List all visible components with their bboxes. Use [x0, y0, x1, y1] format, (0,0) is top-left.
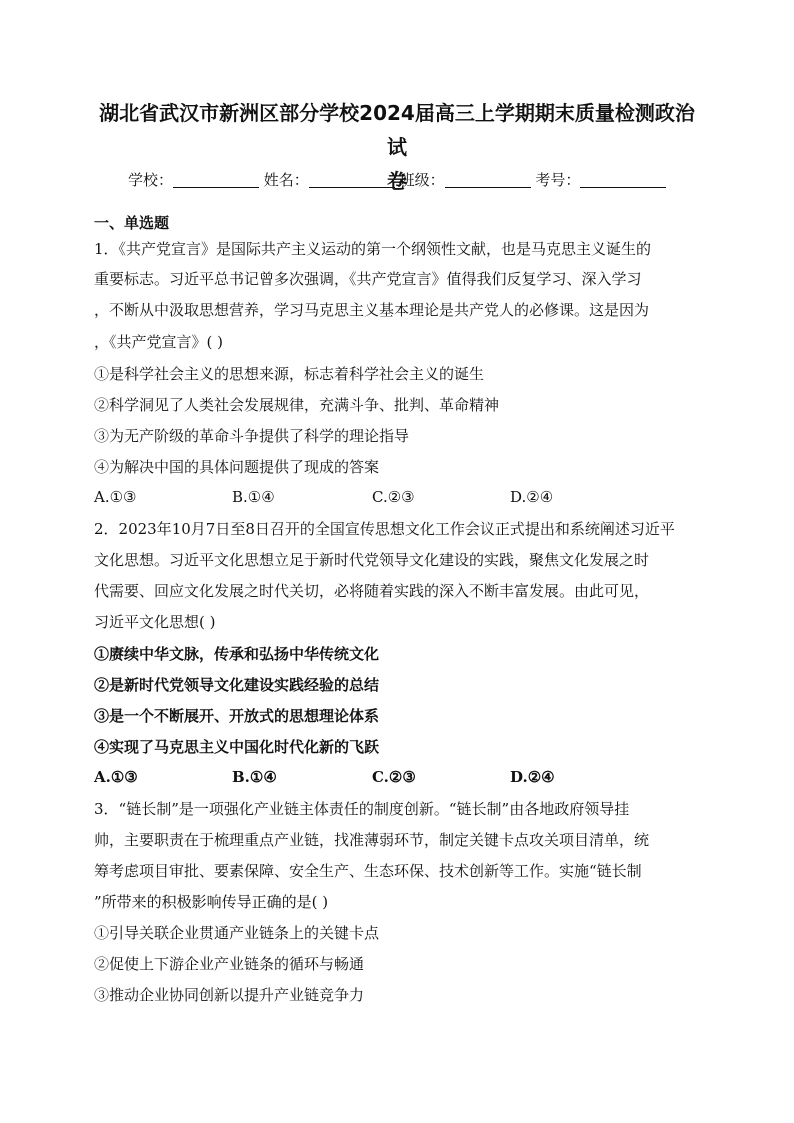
q1-statement-3: ③为无产阶级的革命斗争提供了科学的理论指导 — [94, 427, 410, 445]
q1-option-d[interactable]: D.②④ — [510, 488, 554, 506]
number-field-blank[interactable] — [580, 171, 666, 188]
q2-stem-line-3: 代需要、回应文化发展之时代关切，必将随着实践的深入不断丰富发展。由此可见， — [94, 582, 650, 600]
q1-stem-line-4: ，《共产党宣言》( ) — [94, 333, 223, 351]
q2-option-d[interactable]: D.②④ — [510, 768, 555, 786]
class-field-label: 班级： — [399, 171, 445, 189]
school-field-blank[interactable] — [173, 171, 259, 188]
q1-statement-4: ④为解决中国的具体问题提供了现成的答案 — [94, 458, 380, 476]
q2-statement-3: ③是一个不断展开、开放式的思想理论体系 — [94, 707, 380, 725]
q2-stem-line-4: 习近平文化思想( ) — [94, 613, 216, 631]
q1-option-b[interactable]: B.①④ — [232, 488, 275, 506]
q2-stem-line-2: 文化思想。习近平文化思想立足于新时代党领导文化建设的实践，聚焦文化发展之时 — [94, 551, 650, 569]
q1-statement-2: ②科学洞见了人类社会发展规律，充满斗争、批判、革命精神 — [94, 396, 500, 414]
school-field-label: 学校： — [128, 171, 174, 189]
q3-stem-line-1: 3．“链长制”是一项强化产业链主体责任的制度创新。“链长制”由各地政府领导挂 — [94, 800, 630, 818]
section-heading: 一、单选题 — [94, 214, 170, 232]
q2-stem-line-1: 2．2023年10月7日至8日召开的全国宣传思想文化工作会议正式提出和系统阐述习近平 — [94, 520, 675, 538]
q2-statement-2: ②是新时代党领导文化建设实践经验的总结 — [94, 676, 380, 694]
exam-title-line-1: 湖北省武汉市新洲区部分学校2024届高三上学期期末质量检测政治试 — [99, 101, 695, 159]
q1-statement-1: ①是科学社会主义的思想来源，标志着科学社会主义的诞生 — [94, 365, 485, 383]
class-field-blank[interactable] — [445, 171, 531, 188]
q1-stem-line-1: 1．《共产党宣言》是国际共产主义运动的第一个纲领性文献，也是马克思主义诞生的 — [94, 240, 652, 258]
q2-option-a[interactable]: A.①③ — [94, 768, 138, 786]
q1-stem-line-3: ，不断从中汲取思想营养，学习马克思主义基本理论是共产党人的必修课。这是因为 — [94, 301, 650, 319]
q1-option-a[interactable]: A.①③ — [94, 488, 137, 506]
q3-statement-2: ②促使上下游企业产业链条的循环与畅通 — [94, 955, 365, 973]
exam-title-line-2: 卷 — [387, 169, 407, 193]
q2-option-c[interactable]: C.②③ — [372, 768, 416, 786]
q1-stem-line-2: 重要标志。习近平总书记曾多次强调，《共产党宣言》值得我们反复学习、深入学习 — [94, 270, 642, 288]
q2-option-b[interactable]: B.①④ — [232, 768, 277, 786]
name-field-blank[interactable] — [309, 171, 395, 188]
name-field-label: 姓名： — [263, 171, 309, 189]
student-info-fields — [128, 169, 666, 191]
q2-statement-4: ④实现了马克思主义中国化时代化新的飞跃 — [94, 738, 380, 756]
number-field-label: 考号： — [535, 171, 581, 189]
q1-option-c[interactable]: C.②③ — [372, 488, 415, 506]
q2-statement-1: ①赓续中华文脉，传承和弘扬中华传统文化 — [94, 645, 380, 663]
q3-statement-1: ①引导关联企业贯通产业链条上的关键卡点 — [94, 924, 380, 942]
q3-statement-3: ③推动企业协同创新以提升产业链竞争力 — [94, 986, 365, 1004]
q3-stem-line-4: ”所带来的积极影响传导正确的是( ) — [94, 893, 329, 911]
q3-stem-line-2: 帅，主要职责在于梳理重点产业链，找准薄弱环节，制定关键卡点攻关项目清单，统 — [94, 831, 650, 849]
q3-stem-line-3: 筹考虑项目审批、要素保障、安全生产、生态环保、技术创新等工作。实施“链长制 — [94, 862, 642, 880]
